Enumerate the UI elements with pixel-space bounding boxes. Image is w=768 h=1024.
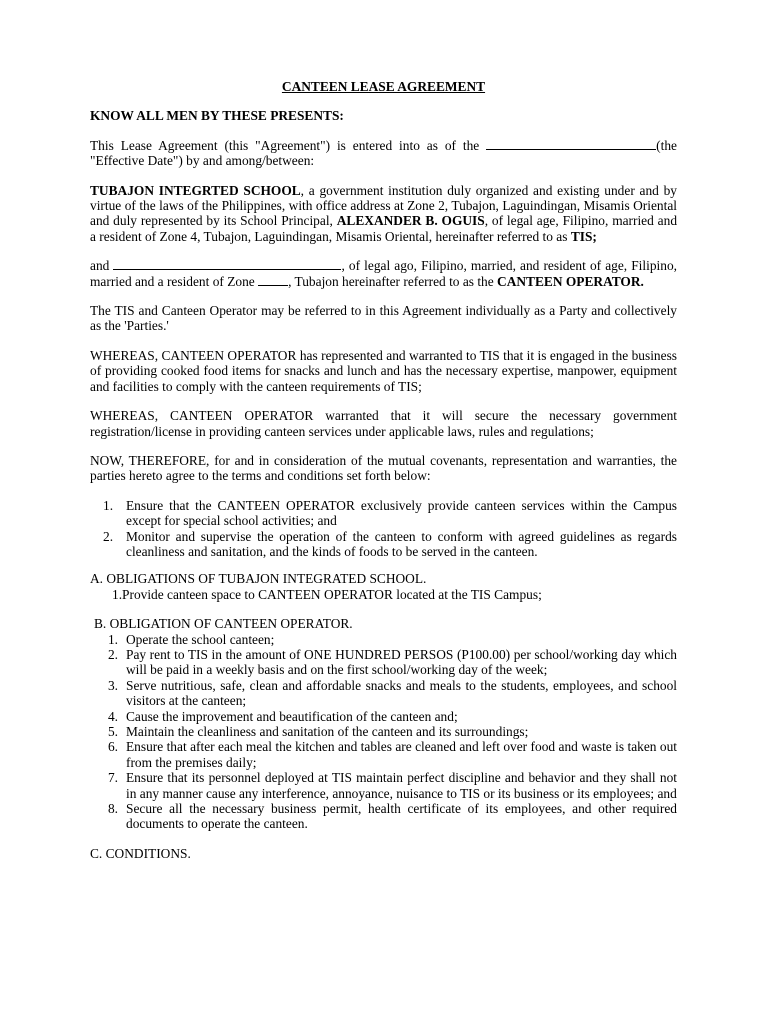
document-title: CANTEEN LEASE AGREEMENT [281, 79, 486, 94]
p3-text-b: , of legal ago, Filipino, married, and resident of age, Filipino, married and a resident of Zone [90, 258, 677, 289]
list-number: 3. [107, 677, 118, 693]
p1-text-b: (the "Effective Date") by and among/between: [90, 137, 677, 169]
list-item [90, 529, 677, 560]
principal-name: ALEXANDER B. OGUIS [336, 213, 485, 229]
list-text: Cause the improvement and beautification of the canteen and; [126, 708, 458, 724]
section-b-heading: B. OBLIGATION OF CANTEEN OPERATOR. [94, 616, 353, 632]
p3-text-c: , Tubajon hereinafter referred to as the [288, 273, 498, 289]
p2-text-1: , a government institution duly organized and existing under and by virtue of the laws of the Philippines, with office address at Zone 2, Tubajon, Laguindingan, Misamis Oriental and duly represented by its School Principal, [90, 182, 677, 229]
effective-date-blank [486, 138, 656, 150]
list-number: 1. [107, 631, 118, 647]
zone-blank [258, 274, 288, 286]
paragraph-whereas-2: WHEREAS, CANTEEN OPERATOR warranted that it will secure the necessary government registration/license in providing canteen services under applicable laws, rules and regulations; [90, 408, 677, 439]
school-name: TUBAJON INTEGRTED SCHOOL [90, 182, 301, 198]
paragraph-effective-date [90, 138, 677, 169]
section-a-item: 1.Provide canteen space to CANTEEN OPERATOR located at the TIS Campus; [112, 586, 542, 602]
list-item [90, 770, 677, 801]
list-item [90, 724, 677, 739]
paragraph-operator-party [90, 258, 677, 289]
p2-text-2: , of legal age, Filipino, married and a resident of Zone 4, Tubajon, Laguindingan, Misamis Oriental, hereinafter referred to as [90, 213, 678, 244]
list-number: 8. [107, 801, 118, 817]
list-text: Serve nutritious, safe, clean and affordable snacks and meals to the students, employees, and school visitors at the canteen; [126, 677, 677, 709]
paragraph-school-party [90, 183, 677, 245]
list-text: Monitor and supervise the operation of the canteen to conform with agreed guidelines as regards cleanliness and sanitation, and the kinds of foods to be served in the canteen. [126, 528, 677, 559]
list-item [90, 709, 677, 724]
list-number: 2. [103, 528, 114, 544]
list-text: Operate the school canteen; [126, 631, 275, 647]
list-text: Ensure that its personnel deployed at TIS maintain perfect discipline and behavior and they shall not in any manner cause any interference, annoyance, nuisance to TIS or its business or its employees; and [126, 770, 677, 801]
list-item [90, 498, 677, 529]
list-number: 6. [107, 739, 118, 755]
section-b-list [90, 632, 677, 832]
list-item [90, 632, 677, 647]
list-number: 4. [107, 708, 118, 724]
list-item [90, 801, 677, 832]
list-text: Ensure that the CANTEEN OPERATOR exclusively provide canteen services within the Campus except for special school activities; and [126, 497, 677, 529]
tis-label: TIS; [570, 228, 597, 244]
paragraph-now-therefore: NOW, THEREFORE, for and in consideration of the mutual covenants, representation and warranties, the parties hereto agree to the terms and conditions set forth below: [90, 452, 677, 484]
list-item [90, 739, 677, 770]
p3-text-a: and [90, 258, 110, 274]
section-a-heading: A. OBLIGATIONS OF TUBAJON INTEGRATED SCHOOL. [90, 571, 427, 587]
list-number: 5. [107, 724, 118, 739]
intro-heading: KNOW ALL MEN BY THESE PRESENTS: [90, 108, 344, 124]
list-item [90, 678, 677, 709]
list-number: 1. [103, 497, 114, 513]
list-text: Secure all the necessary business permit, health certificate of its employees, and other required documents to operate the canteen. [126, 801, 677, 832]
list-text: Pay rent to TIS in the amount of ONE HUNDRED PERSOS (P100.00) per school/working day which will be paid in a weekly basis and on the first school/working day of the week; [126, 646, 677, 678]
list-item [90, 647, 677, 678]
document-body [90, 79, 677, 861]
p1-text-a: This Lease Agreement (this "Agreement") is entered into as of the [90, 137, 480, 153]
operator-name-blank [113, 258, 341, 270]
list-number: 7. [107, 770, 118, 786]
list-number: 2. [107, 646, 118, 662]
list-text: Ensure that after each meal the kitchen and tables are cleaned and left over food and waste is taken out from the premises daily; [126, 739, 677, 770]
paragraph-parties: The TIS and Canteen Operator may be referred to in this Agreement individually as a Party and collectively as the 'Parties.' [90, 303, 677, 334]
section-c-heading: C. CONDITIONS. [90, 845, 191, 861]
canteen-operator-label: CANTEEN OPERATOR. [497, 273, 644, 289]
terms-list [90, 498, 677, 560]
paragraph-whereas-1: WHEREAS, CANTEEN OPERATOR has represented and warranted to TIS that it is engaged in the business of providing cooked food items for snacks and lunch and has the necessary expertise, manpower, equipment and facilities to comply with the canteen requirements of TIS; [90, 347, 677, 394]
list-text: Maintain the cleanliness and sanitation of the canteen and its surroundings; [126, 724, 529, 739]
